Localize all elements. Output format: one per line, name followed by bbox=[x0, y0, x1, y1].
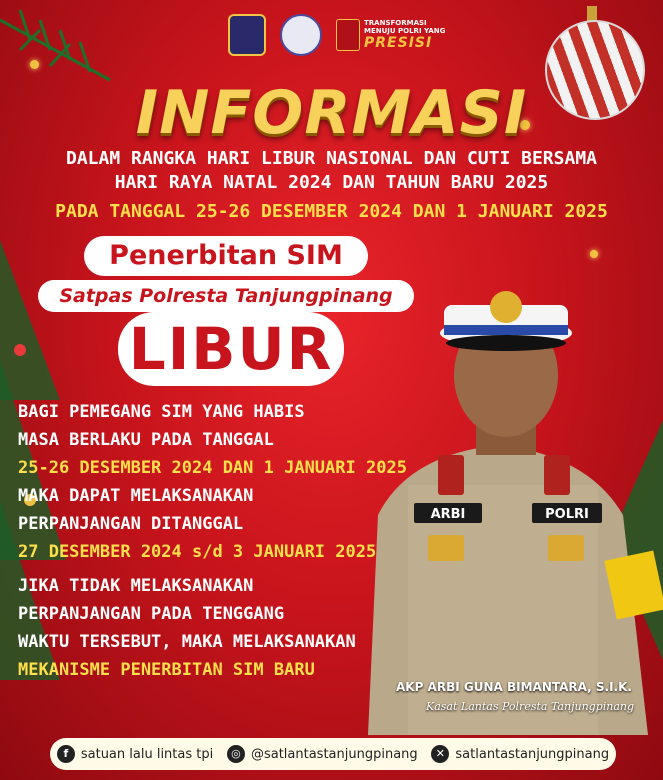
logo-bar bbox=[228, 14, 445, 56]
status-badge: LIBUR bbox=[118, 312, 344, 386]
body-line-highlight: 27 DESEMBER 2024 s/d 3 JANUARI 2025 bbox=[18, 542, 377, 562]
officer-badge: POLRI bbox=[545, 507, 589, 522]
presisi-brand: PRESISI bbox=[364, 35, 433, 51]
officer-photo bbox=[348, 285, 663, 735]
facebook-link[interactable] bbox=[57, 745, 213, 763]
officer-name: AKP ARBI GUNA BIMANTARA, S.I.K. bbox=[396, 680, 632, 694]
page-title: INFORMASI bbox=[135, 78, 528, 148]
body-line: BAGI PEMEGANG SIM YANG HABIS bbox=[18, 402, 305, 422]
x-handle: satlantastanjungpinang bbox=[455, 746, 610, 762]
lantas-logo-icon bbox=[280, 14, 322, 56]
presisi-line2: MENUJU POLRI YANG bbox=[364, 26, 446, 35]
body-line: WAKTU TERSEBUT, MAKA MELAKSANAKAN bbox=[18, 632, 356, 652]
officer-nametag: ARBI bbox=[430, 507, 466, 522]
body-line: PERPANJANGAN DITANGGAL bbox=[18, 514, 244, 534]
facebook-icon: f bbox=[57, 745, 75, 763]
x-link[interactable] bbox=[431, 745, 609, 763]
body-line: JIKA TIDAK MELAKSANAKAN bbox=[18, 576, 254, 596]
instagram-handle: @satlantastanjungpinang bbox=[250, 746, 418, 762]
instagram-icon: ◎ bbox=[227, 745, 245, 763]
social-footer bbox=[50, 738, 616, 770]
presisi-logo bbox=[336, 19, 445, 51]
date-line: PADA TANGGAL 25-26 DESEMBER 2024 DAN 1 JANUARI 2025 bbox=[55, 201, 608, 222]
body-line: PERPANJANGAN PADA TENGGANG bbox=[18, 604, 285, 624]
officer-role: Kasat Lantas Polresta Tanjungpinang bbox=[426, 700, 635, 713]
instagram-link[interactable] bbox=[227, 745, 418, 763]
body-line-highlight: MEKANISME PENERBITAN SIM BARU bbox=[18, 660, 315, 680]
sparkle-icon bbox=[590, 250, 598, 258]
x-icon: ✕ bbox=[431, 745, 449, 763]
polresta-logo-icon bbox=[228, 14, 266, 56]
facebook-handle: satuan lalu lintas tpi bbox=[80, 746, 214, 762]
subtitle-line2: HARI RAYA NATAL 2024 DAN TAHUN BARU 2025 bbox=[114, 172, 549, 193]
subtitle-line1: DALAM RANGKA HARI LIBUR NASIONAL DAN CUTI BERSAMA bbox=[65, 148, 597, 169]
body-line: MAKA DAPAT MELAKSANAKAN bbox=[18, 486, 254, 506]
service-location: Satpas Polresta Tanjungpinang bbox=[38, 280, 414, 312]
presisi-line1: TRANSFORMASI bbox=[364, 18, 427, 27]
body-line: MASA BERLAKU PADA TANGGAL bbox=[18, 430, 274, 450]
service-title: Penerbitan SIM bbox=[84, 236, 368, 276]
presisi-badge-icon bbox=[336, 19, 360, 51]
body-line-highlight: 25-26 DESEMBER 2024 DAN 1 JANUARI 2025 bbox=[18, 458, 407, 478]
